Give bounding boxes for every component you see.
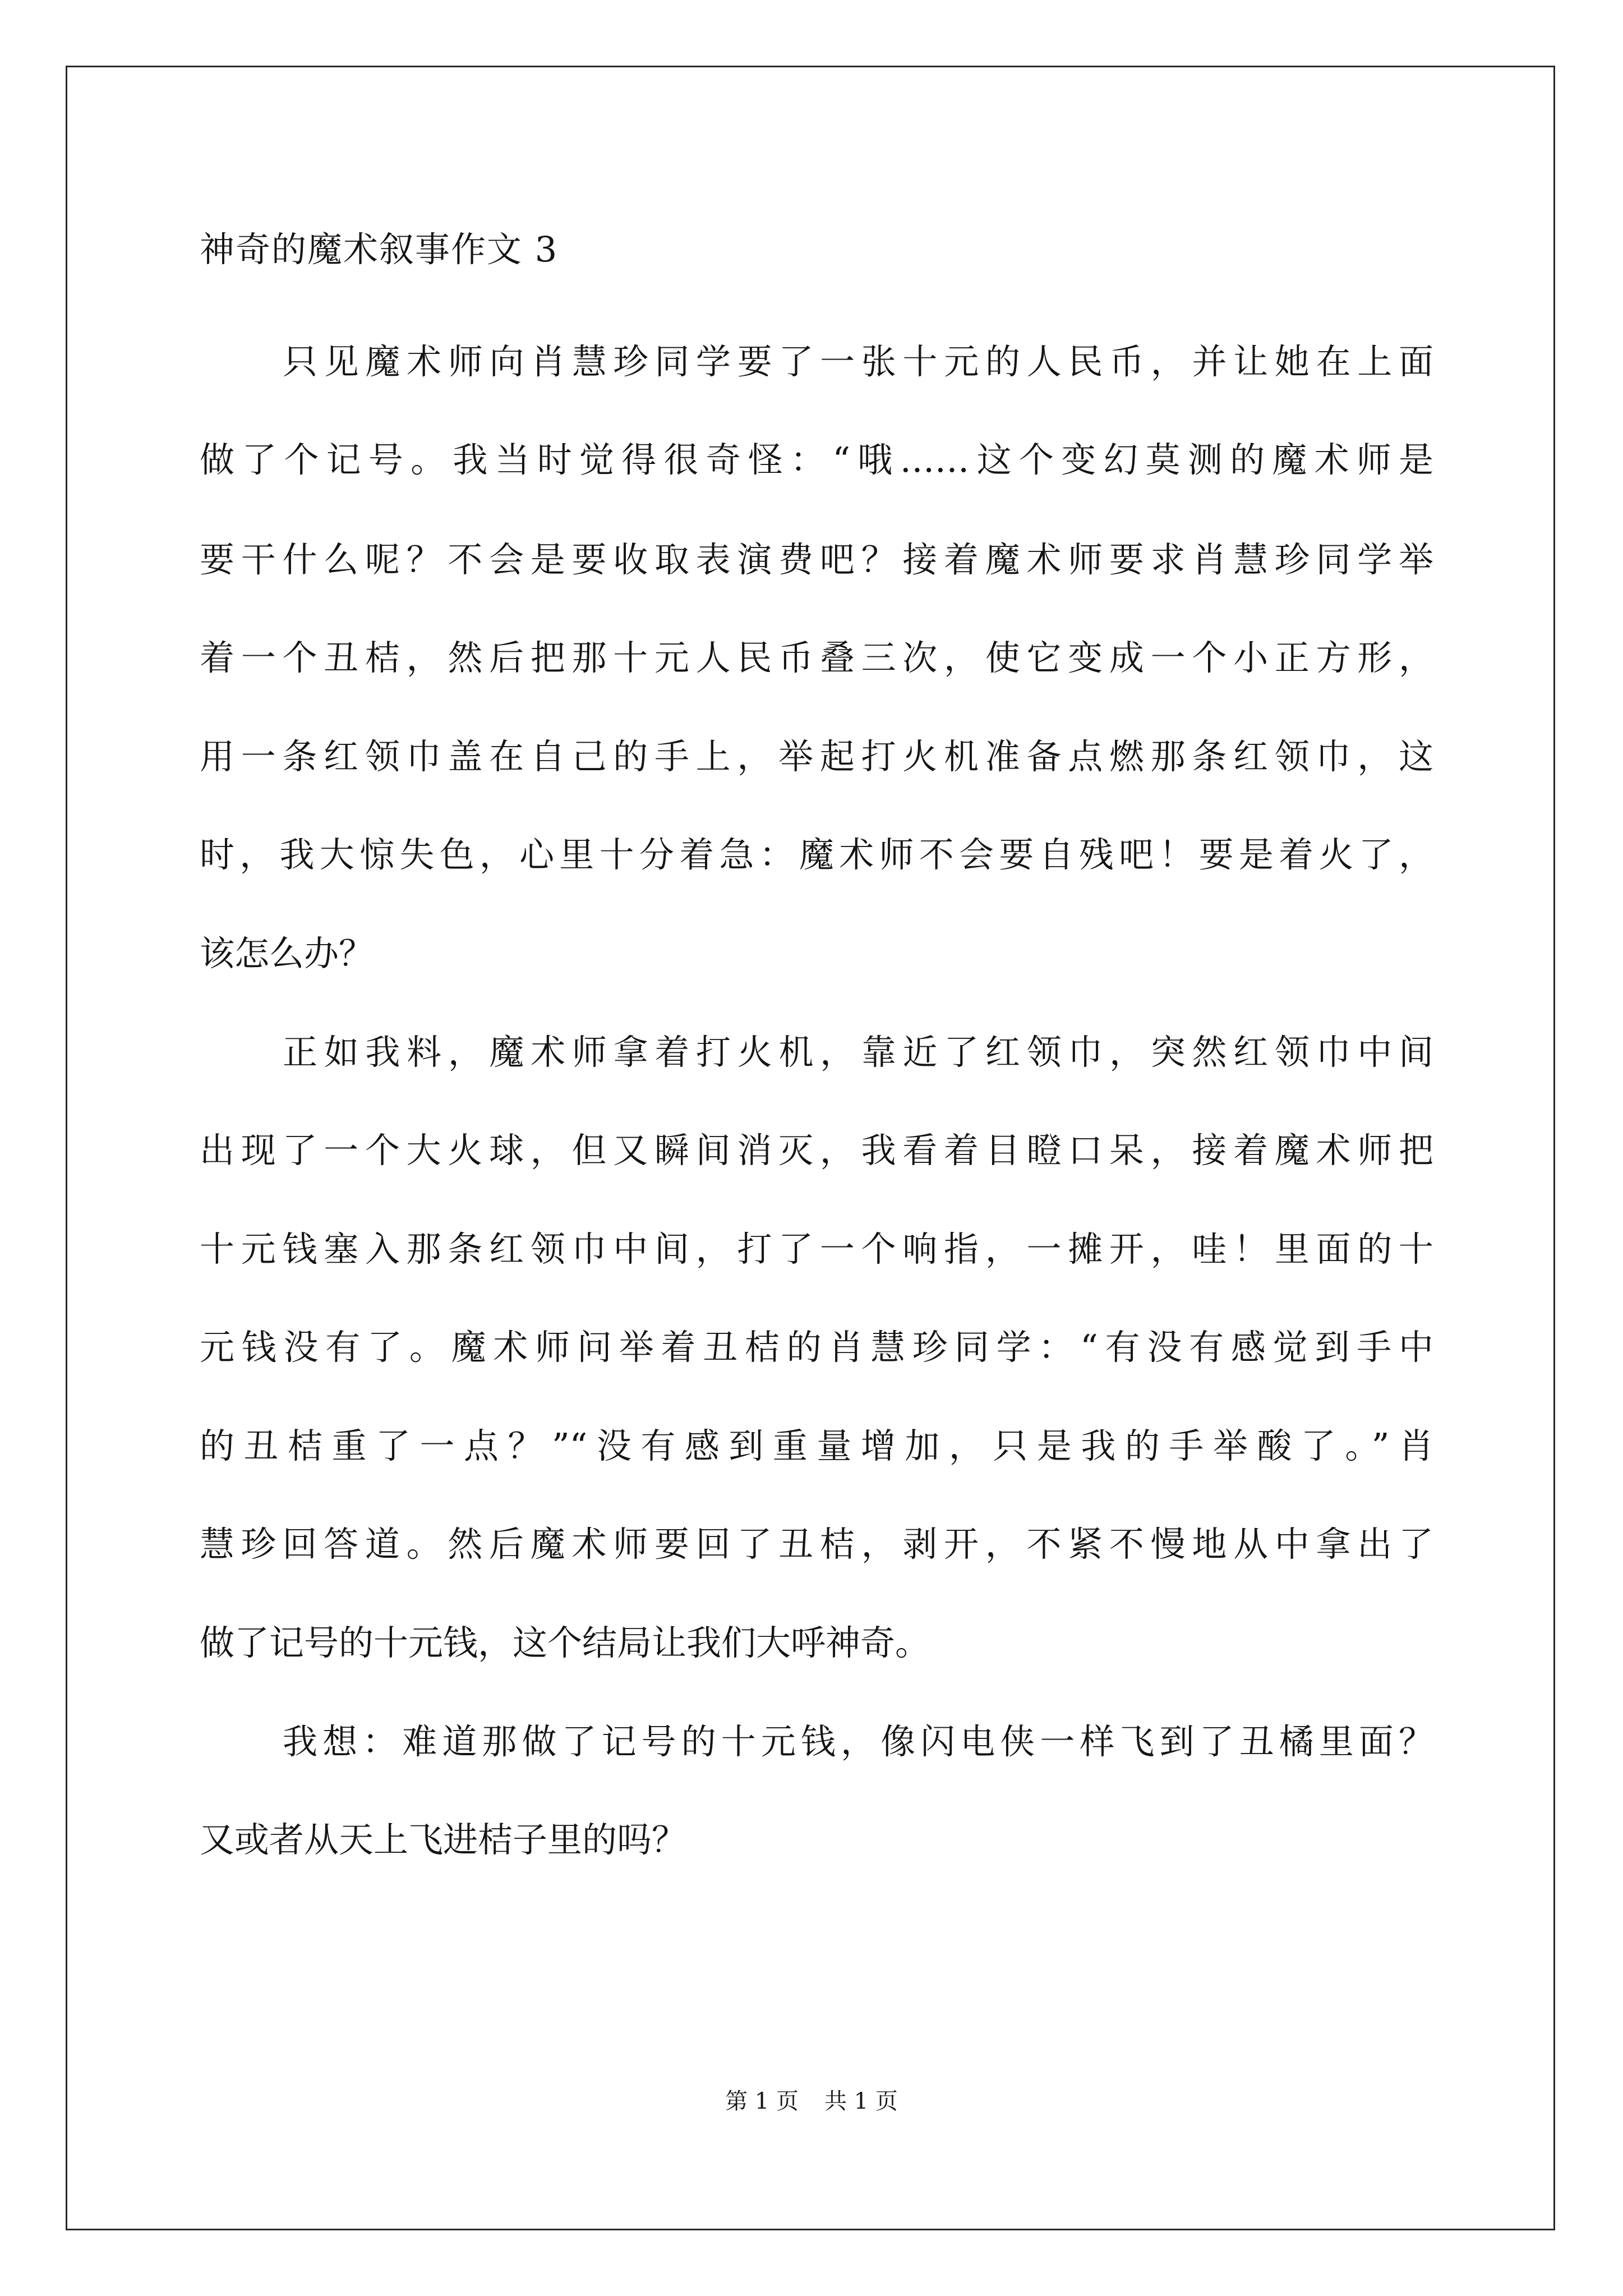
paragraph-1-line-6: 时，我大惊失色，心里十分着急：魔术师不会要自残吧！要是着火了， — [200, 834, 1433, 875]
paragraph-2-line-1: 正如我料，魔术师拿着打火机，靠近了红领巾，突然红领巾中间 — [283, 1032, 1433, 1073]
page-number: 第 1 页 — [725, 2088, 799, 2114]
paragraph-1-line-7: 该怎么办？ — [200, 933, 374, 974]
page-footer — [0, 2086, 1623, 2117]
paragraph-1-line-4: 着一个丑桔，然后把那十元人民币叠三次，使它变成一个小正方形， — [200, 637, 1433, 678]
paragraph-2-line-5: 的丑桔重了一点？”“没有感到重量增加，只是我的手举酸了。”肖 — [200, 1425, 1433, 1466]
paragraph-2-line-6: 慧珍回答道。然后魔术师要回了丑桔，剥开，不紧不慢地从中拿出了 — [200, 1524, 1433, 1565]
paragraph-3-line-2: 又或者从天上飞进桔子里的吗？ — [200, 1819, 687, 1860]
paragraph-3-line-1: 我想：难道那做了记号的十元钱，像闪电侠一样飞到了丑橘里面？ — [283, 1721, 1433, 1762]
paragraph-1-line-5: 用一条红领巾盖在自己的手上，举起打火机准备点燃那条红领巾，这 — [200, 736, 1433, 777]
paragraph-2-line-2: 出现了一个大火球，但又瞬间消灭，我看着目瞪口呆，接着魔术师把 — [200, 1130, 1433, 1171]
paragraph-2-line-7: 做了记号的十元钱，这个结局让我们大呼神奇。 — [200, 1622, 930, 1663]
paragraph-2-line-3: 十元钱塞入那条红领巾中间，打了一个响指，一摊开，哇！里面的十 — [200, 1228, 1433, 1269]
paragraph-1-line-2: 做了个记号。我当时觉得很奇怪：“哦……这个变幻莫测的魔术师是 — [200, 439, 1433, 480]
document-title: 神奇的魔术叙事作文 3 — [200, 229, 559, 270]
page-total: 共 1 页 — [824, 2088, 898, 2114]
paragraph-2-line-4: 元钱没有了。魔术师问举着丑桔的肖慧珍同学：“有没有感觉到手中 — [200, 1327, 1433, 1368]
paragraph-1-line-1: 只见魔术师向肖慧珍同学要了一张十元的人民币，并让她在上面 — [283, 341, 1433, 382]
paragraph-1-line-3: 要干什么呢？不会是要收取表演费吧？接着魔术师要求肖慧珍同学举 — [200, 539, 1433, 580]
